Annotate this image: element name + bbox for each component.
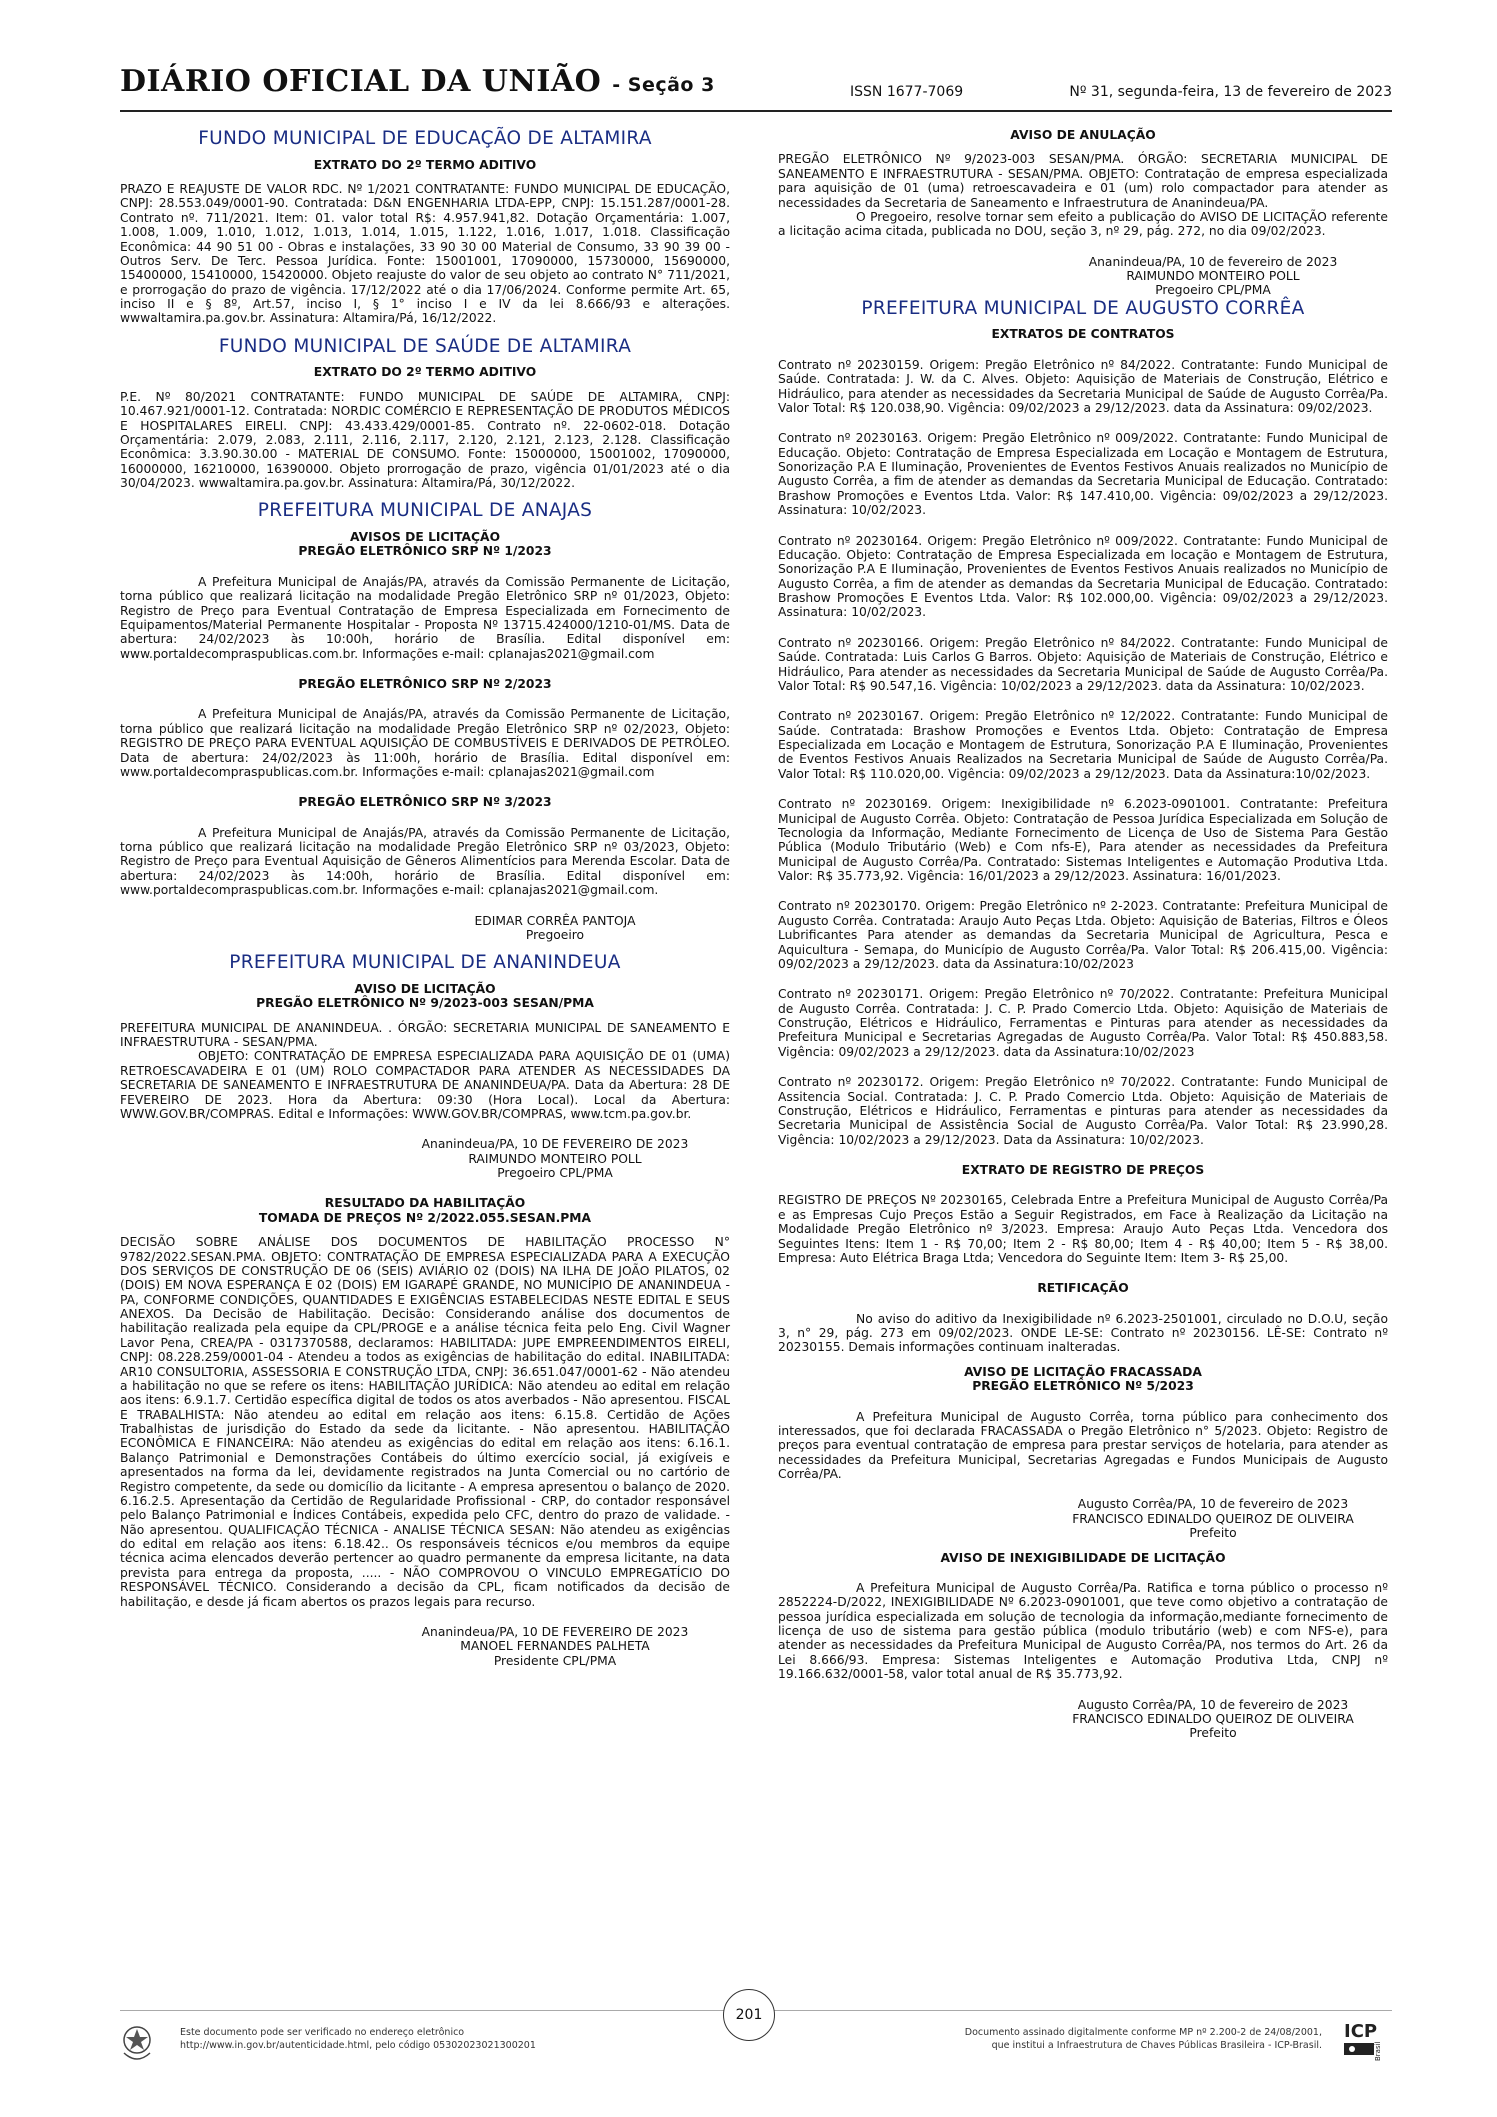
section-title: EXTRATOS DE CONTRATOS [991,327,1175,342]
signature-name: FRANCISCO EDINALDO QUEIROZ DE OLIVEIRA [1072,1511,1354,1526]
masthead-title: DIÁRIO OFICIAL DA UNIÃO [120,64,602,99]
icp-logo-sub: Brasil [1374,2041,1382,2061]
notice-body: PREGÃO ELETRÔNICO Nº 9/2023-003 SESAN/PMA. ÓRGÃO: SECRETARIA MUNICIPAL DE SANEAMENTO E INFRAESTRUTURA - SESAN/PMA. OBJETO: Contratação de empresa especializada para aquisição de 01 (uma) retroescavadeira e 01 (um) rolo compactador para atender as necessidades da Secretaria de Saneamento e Infraestrutura de Ananindeua/PA. [778,152,1388,210]
verification-line: Este documento pode ser verificado no endereço eletrônico [180,2027,465,2038]
section-title: AVISO DE INEXIGIBILIDADE DE LICITAÇÃO [940,1550,1226,1565]
signature-place: Augusto Corrêa/PA, 10 de fevereiro de 2023 [1077,1697,1349,1712]
signature-name: RAIMUNDO MONTEIRO POLL [1126,269,1300,283]
signature-note [965,2027,1322,2053]
section-title: EXTRATO DO 2º TERMO ADITIVO [313,365,537,380]
org-heading: FUNDO MUNICIPAL DE EDUCAÇÃO DE ALTAMIRA [198,128,652,149]
masthead [120,64,715,99]
signature-place: Ananindeua/PA, 10 DE FEVEREIRO DE 2023 [421,1137,689,1152]
contract-extract: Contrato nº 20230166. Origem: Pregão Eletrônico nº 84/2022. Contratante: Fundo Municipal de Saúde. Contratada: Luis Carlos G Barros. Objeto: Aquisição de Materiais de Construção, Elétrico e Hidráulico, Para atender as necessidades da Secretaria Municipal de Saúde de Augusto Corrêa/Pa. Valor Total: R$ 90.547,16. Vigência: 10/02/2023 a 29/12/2023. data da Assinatura: 10/02/2023. [778,635,1388,693]
contract-extract: Contrato nº 20230171. Origem: Pregão Eletrônico nº 70/2022. Contratante: Prefeitura Municipal de Augusto Corrêa. Contratada: J. C. P. Prado Comercio Ltda. Objeto: Aquisição de Materiais de Construção, Elétricos e Hidráulico, Ferramentas e Pinturas para atender as necessidades da Prefeitura Municipal e Secretarias Agregadas de Augusto Corrêa/Pa. Valor Total: R$ 450.883,58. Vigência: 09/02/2023 a 29/12/2023. data da Assinatura:10/02/2023 [778,987,1388,1059]
section-title: AVISO DE LICITAÇÃO FRACASSADA [964,1364,1202,1379]
signature-role: Prefeito [1189,1526,1237,1541]
notice-body: A Prefeitura Municipal de Anajás/PA, através da Comissão Permanente de Licitação, torna público que realizará licitação na modalidade Pregão Eletrônico SRP nº 03/2023, Objeto: Registro de Preço para Eventual Aquisição de Gêneros Alimentícios para Merenda Escolar. Data de abertura: 24/02/2023 às 14:00h, horário de Brasília. Edital disponível em: www.portaldecompraspublicas.com.br. Informações e-mail: cplanajas2021@gmail.com. [120,825,730,898]
signature-role: Pregoeiro CPL/PMA [1155,283,1271,298]
signature-role: Pregoeiro [525,927,585,942]
notice-body: DECISÃO SOBRE ANÁLISE DOS DOCUMENTOS DE HABILITAÇÃO PROCESSO N° 9782/2022.SESAN.PMA. OBJETO: CONTRATAÇÃO DE EMPRESA ESPECIALIZADA PARA A EXECUÇÃO DOS SERVIÇOS DE CONSTRUÇÃO DE 06 (SEIS) AVIÁRIO 02 (DOIS) NA ILHA DE JOÃO PILATOS, 02 (DOIS) EM NOVA ESPERANÇA E 02 (DOIS) EM IGARAPÉ GRANDE, NO MUNICÍPIO DE ANANINDEUA - PA, CONFORME CONDIÇÕES, QUANTIDADES E EXIGÊNCIAS ESTABELECIDAS NESTE EDITAL E SEUS ANEXOS. Da Decisão de Habilitação. Decisão: Considerando análise dos documentos de habilitação realizada pela equipe da CPL/PROGE e a análise técnica feita pelo Eng. Civil Wagner Lavor Pena, CREA/PA - 0317370588, declaramos: HABILITADA: JUPE EMPREENDIMENTOS EIRELI, CNPJ: 08.228.259/0001-04 - Atendeu a todos as exigências de habilitação do edital. INABILITADA: AR10 CONSULTORIA, ASSESSORIA E CONSTRUÇÃO LTDA, CNPJ: 36.651.047/0001-62 - Não atendeu a habilitação no que se refere os itens: HABILITAÇÃO JURÍDICA: Não atendeu ao edital em relação aos itens: 6.9.1.7. Certidão específica digital de todos os atos averbados - Não apresentou. FISCAL E TRABALHISTA: Não atendeu ao edital em relação aos itens: 6.15.8. Certidão de Ações Trabalhistas de jurisdição do Estado da sede da licitante. - Não apresentou. HABILITAÇÃO ECONÔMICA E FINANCEIRA: Não atendeu as exigências do edital em relação aos itens: 6.16.1. Balanço Patrimonial e Demonstrações Contábeis do último exercício social, já exigíveis e apresentados na forma da lei, devidamente registrados na Junta Comercial ou no cartório de Registro competente, da sede ou domicílio da licitante - A empresa apresentou o balanço de 2020. 6.16.2.5. Apresentação da Certidão de Regularidade Profissional - CRP, do contador responsável pelo Balanço Patrimonial e Índices Contábeis, expedida pelo CFC, dentro do prazo de validade. - Não apresentou. QUALIFICAÇÃO TÉCNICA - ANALISE TÉCNICA SESAN: Não atendeu as exigências do edital em relação aos itens: 6.18.42.. Os responsáveis técnicos e/ou membros da equipe técnica acima elencados deverão pertencer ao quadro permanente da empresa licitante, na data prevista para entrega da proposta, ..... - NÃO COMPROVOU O VINCULO EMPREGATÍCIO DO RESPONSÁVEL TÉCNICO. Considerando a decisão da CPL, ficam notificados da decisão de habilitação, e desde já ficam abertos os prazos legais para recurso. [120,1235,730,1609]
notice-body: A Prefeitura Municipal de Anajás/PA, através da Comissão Permanente de Licitação, torna público que realizará licitação na modalidade Pregão Eletrônico SRP nº 02/2023, Objeto: REGISTRO DE PREÇO PARA EVENTUAL AQUISIÇÃO DE COMBUSTÍVEIS E DERIVADOS DE PETRÓLEO. Data de abertura: 24/02/2023 às 11:00h, horário de Brasília. Edital disponível em: www.portaldecompraspublicas.com.br. Informações e-mail: cplanajas2021@gmail.com [120,707,730,779]
section-title: AVISO DE ANULAÇÃO [1010,128,1156,142]
signature-role: Pregoeiro CPL/PMA [497,1166,613,1181]
contract-extract: Contrato nº 20230159. Origem: Pregão Eletrônico nº 84/2022. Contratante: Fundo Municipal de Saúde. Contratada: J. W. da C. Alves. Objeto: Aquisição de Materiais de Construção, Elétrico e Hidráulico, para atender as necessidades da Secretaria Municipal de Saúde de Augusto Corrêa/Pa. Valor Total: R$ 120.038,90. Vigência: 09/02/2023 a 29/12/2023. data da Assinatura: 09/02/2023. [778,357,1388,415]
org-heading: FUNDO MUNICIPAL DE SAÚDE DE ALTAMIRA [218,335,632,357]
signature-place: Augusto Corrêa/PA, 10 de fevereiro de 2023 [1077,1497,1349,1512]
signature-place: Ananindeua/PA, 10 DE FEVEREIRO DE 2023 [421,1624,689,1639]
signature-note-line: Documento assinado digitalmente conforme MP nº 2.200-2 de 24/08/2001, [964,2027,1322,2038]
right-column [778,128,1388,1741]
notice-body: REGISTRO DE PREÇOS Nº 20230165, Celebrada Entre a Prefeitura Municipal de Augusto Corrêa/Pa e as Empresas Cujo Preços Estão a Seguir Registrados, em Face à Realização da Licitação na Modalidade Pregão Eletrônico nº 3/2023. Empresa: Araujo Auto Peças Ltda. Vencedora dos Seguintes Itens: Item 1 - R$ 70,00; Item 2 - R$ 80,00; Item 4 - R$ 40,00; Item 5 - R$ 38,00. Empresa: Auto Elétrica Braga Ltda; Vencedora do Seguinte Item: Item 3- R$ 25,00. [778,1193,1388,1265]
section-title: PREGÃO ELETRÔNICO SRP Nº 3/2023 [298,795,552,810]
left-column [120,128,730,1668]
page-footer [120,2007,1392,2071]
org-heading: PREFEITURA MUNICIPAL DE ANANINDEUA [229,952,621,974]
contract-extract: Contrato nº 20230170. Origem: Pregão Eletrônico nº 2-2023. Contratante: Prefeitura Municipal de Augusto Corrêa. Contratada: Araujo Auto Peças Ltda. Objeto: Aquisição de Baterias, Filtros e Óleos Lubrificantes Para atender as demandas da Secretaria Municipal de Agricultura, Pesca e Aquicultura - Semapa, do Município de Augusto Corrêa/Pa. Valor Total: R$ 206.415,00. Vigência: 09/02/2023 a 29/12/2023. data da Assinatura:10/02/2023 [778,899,1388,971]
signature-place: Ananindeua/PA, 10 de fevereiro de 2023 [1088,254,1338,269]
icp-logo-label: ICP [1344,2021,1378,2042]
contract-list [778,358,1388,1163]
section-title: AVISO DE LICITAÇÃO [354,981,496,996]
org-heading: PREFEITURA MUNICIPAL DE ANAJAS [257,500,593,522]
section-title: RESULTADO DA HABILITAÇÃO [324,1196,526,1211]
notice-body: A Prefeitura Municipal de Augusto Corrêa/Pa. Ratifica e torna público o processo nº 2852224-D/2022, INEXIGIBILIDADE Nº 6.2023-0901001, que teve como objetivo a contratação de pessoa jurídica especializada em solução de tecnologia da informação,mediante fornecimento de licença de uso de sistema para gestão pública (modulo tributário (web) e com NFS-e), para atender as necessidades da Prefeitura Municipal de Augusto Corrêa/PA, nos termos do Art. 26 da Lei 8.666/93. Empresa: Sistemas Inteligentes e Automação Produtiva Ltda, CNPJ nº 19.166.632/0001-58, valor total anual de R$ 35.773,92. [778,1580,1388,1682]
signature-role: Presidente CPL/PMA [493,1653,617,1668]
verification-note [180,2027,536,2053]
section-title: EXTRATO DE REGISTRO DE PREÇOS [961,1163,1205,1178]
republic-emblem-icon [120,2023,154,2065]
notice-body: A Prefeitura Municipal de Anajás/PA, através da Comissão Permanente de Licitação, torna público que realizará licitação na modalidade Pregão Eletrônico SRP nº 01/2023, Objeto: Registro de Preço para Eventual Contratação de Empresa Especializada em Fornecimento de Equipamentos/Material Permanente Hospitalar - Proposta Nº 13715.424000/1210-01/MS. Data de abertura: 24/02/2023 às 10:00h, horário de Brasília. Edital disponível em: www.portaldecompraspublicas.com.br. Informações e-mail: cplanajas2021@gmail.com [120,574,730,661]
notice-body: OBJETO: CONTRATAÇÃO DE EMPRESA ESPECIALIZADA PARA AQUISIÇÃO DE 01 (UMA) RETROESCAVADEIRA E 01 (UM) ROLO COMPACTADOR PARA ATENDER AS NECESSIDADES DA SECRETARIA DE SANEAMENTO E INFRAESTRUTURA DE ANANINDEUA/PA. Data da Abertura: 28 DE FEVEREIRO DE 2023. Hora da Abertura: 09:30 (Hora Local). Local da Abertura: WWW.GOV.BR/COMPRAS. Edital e Informações: WWW.GOV.BR/COMPRAS, www.tcm.pa.gov.br. [120,1049,730,1121]
signature-note-line: que institui a Infraestrutura de Chaves Públicas Brasileira - ICP-Brasil. [991,2039,1322,2051]
section-title: RETIFICAÇÃO [1037,1281,1129,1296]
issn: ISSN 1677-7069 [850,84,964,100]
section-title: AVISOS DE LICITAÇÃO [349,530,501,545]
contract-extract: Contrato nº 20230169. Origem: Inexigibilidade nº 6.2023-0901001. Contratante: Prefeitura Municipal de Augusto Corrêa. Objeto: Contratação de Pessoa Jurídica Especializada em Solução de Tecnologia da Informação, Mediante Fornecimento de Licença de Uso de Sistema Para Gestão Pública (Modulo Tributário (Web) e Com nfs-E), Para atender as necessidades da Prefeitura Municipal de Augusto Corrêa/Pa. Contratado: Sistemas Inteligentes e Automação Produtiva Ltda. Valor: R$ 35.773,92. Vigência: 16/01/2023 a 29/12/2023. Assinatura: 16/01/2023. [778,797,1388,884]
section-title: EXTRATO DO 2º TERMO ADITIVO [313,157,537,172]
notice-body: PREFEITURA MUNICIPAL DE ANANINDEUA. . ÓRGÃO: SECRETARIA MUNICIPAL DE SANEAMENTO E INFRAESTRUTURA - SESAN/PMA. [120,1020,730,1050]
page-header [120,60,1392,112]
contract-extract: Contrato nº 20230163. Origem: Pregão Eletrônico nº 009/2022. Contratante: Fundo Municipal de Educação. Objeto: Contratação de Empresa Especializada em Locação e Montagem de Estrutura, Sonorização P.A E Iluminação, Provenientes de Eventos Festivos Anuais realizados no Município de Augusto Corrêa, a fim de atender as demandas da Secretaria Municipal de Educação. Contratado: Brashow Promoções e Eventos Ltda. Valor: R$ 147.410,00. Vigência: 09/02/2023 a 29/12/2023. Assinatura: 10/02/2023. [778,431,1388,518]
org-heading: PREFEITURA MUNICIPAL DE AUGUSTO CORRÊA [861,297,1305,319]
edition-date: Nº 31, segunda-feira, 13 de fevereiro de 2023 [1069,84,1392,100]
signature-role: Prefeito [1189,1726,1237,1741]
contract-extract: Contrato nº 20230172. Origem: Pregão Eletrônico nº 70/2022. Contratante: Fundo Municipal de Assitencia Social. Contratada: J. C. P. Prado Comercio Ltda. Objeto: Aquisição de Materiais de Construção, Elétricos e Hidráulico, Ferramentas e pinturas para atender as necessidades da Secretaria Municipal de Assistência Social de Augusto Corrêa/Pa. Valor Total: R$ 23.990,28. Vigência: 10/02/2023 a 29/12/2023. Data da Assinatura: 10/02/2023. [778,1075,1388,1147]
section-title: PREGÃO ELETRÔNICO Nº 5/2023 [972,1379,1194,1394]
masthead-section: - Seção 3 [612,74,715,96]
notice-body: No aviso do aditivo da Inexigibilidade nº 6.2023-2501001, circulado no D.O.U, seção 3, n° 29, pág. 273 em 09/02/2023. ONDE LE-SE: Contrato nº 20230156. LÊ-SE: Contrato nº 20230155. Demais informações continuam inalteradas. [778,1311,1388,1355]
section-title: PREGÃO ELETRÔNICO SRP Nº 1/2023 [298,544,552,559]
notice-body: P.E. Nº 80/2021 CONTRATANTE: FUNDO MUNICIPAL DE SAÚDE DE ALTAMIRA, CNPJ: 10.467.921/0001-12. Contratada: NORDIC COMÉRCIO E REPRESENTAÇÃO DE PRODUTOS MÉDICOS E HOSPITALARES EIRELI. CNPJ: 43.433.429/0001-85. Contrato nº. 22-0602-018. Dotação Orçamentária: 2.079, 2.083, 2.111, 2.116, 2.117, 2.120, 2.121, 2.123, 2.128. Classificação Econômica: 3.3.90.30.00 - MATERIAL DE CONSUMO. Fonte: 15000000, 15001002, 17090000, 16000000, 16210000, 16390000. Objeto prorrogação de prazo, vigência 01/01/2023 até o dia 30/04/2023. wwwaltamira.pa.gov.br. Assinatura: Altamira/Pá, 30/12/2022. [120,389,730,491]
signature-name: EDIMAR CORRÊA PANTOJA [474,913,636,928]
contract-extract: Contrato nº 20230164. Origem: Pregão Eletrônico nº 009/2022. Contratante: Fundo Municipal de Educação. Objeto: Contratação de Empresa Especializada em locação e Montagem de Estrutura, Sonorização P.A E Iluminação, Provenientes de Eventos Festivos Anuais realizados no Município de Augusto Corrêa, a fim de atender as demandas da Secretaria Municipal de Educação. Contratado: Brashow Promoções E Eventos Ltda. Valor: R$ 102.000,00. Vigência: 09/02/2023 a 29/12/2023. Assinatura: 10/02/2023. [778,533,1388,620]
section-title: PREGÃO ELETRÔNICO Nº 9/2023-003 SESAN/PMA [256,996,594,1011]
verification-link[interactable]: http://www.in.gov.br/autenticidade.html, pelo código 05302023021300201 [180,2039,536,2051]
section-title: TOMADA DE PREÇOS Nº 2/2022.055.SESAN.PMA [258,1210,592,1225]
section-title: PREGÃO ELETRÔNICO SRP Nº 2/2023 [298,677,552,692]
notice-body: PRAZO E REAJUSTE DE VALOR RDC. Nº 1/2021 CONTRATANTE: FUNDO MUNICIPAL DE EDUCAÇÃO, CNPJ: 28.553.049/0001-90. Contratada: D&N ENGENHARIA LTDA-EPP, CNPJ: 15.151.287/0001-28. Contrato nº. 711/2021. Item: 01. valor total R$: 4.957.941,82. Dotação Orçamentária: 1.007, 1.008, 1.009, 1.010, 1.012, 1.013, 1.014, 1.015, 1.122, 1.016, 1.017, 1.018. Classificação Econômica: 44 90 51 00 - Obras e instalações, 33 90 30 00 Material de Consumo, 33 90 39 00 - Outros Serv. De Terc. Pessoa Jurídica. Fonte: 15001001, 17090000, 15730000, 15690000, 15400000, 15410000, 15420000. Objeto reajuste do valor de seu objeto ao contrato N° 711/2021, e prorrogação do prazo de vigência. 17/12/2022 até o dia 17/06/2024. Conforme permite Art. 65, inciso II e § 8º, Art.57, inciso I, § 1° inciso I e IV da lei 8.666/93 e alterações. wwwaltamira.pa.gov.br. Assinatura: Altamira/Pá, 16/12/2022. [120,182,730,326]
signature-name: FRANCISCO EDINALDO QUEIROZ DE OLIVEIRA [1072,1711,1354,1726]
icp-brasil-logo-icon [1340,2017,1392,2065]
notice-body: A Prefeitura Municipal de Augusto Corrêa, torna público para conhecimento dos interessados, que foi declarada FRACASSADA o Pregão Eletrônico n° 5/2023. Objeto: Registro de preços para eventual contratação de empresa para prestar serviços de hotelaria, para atender as necessidades da Prefeitura Municipal, Secretarias Agregadas e Fundos Municipais de Augusto Corrêa/PA. [778,1409,1388,1482]
notice-body: O Pregoeiro, resolve tornar sem efeito a publicação do AVISO DE LICITAÇÃO referente a licitação acima citada, publicada no DOU, seção 3, nº 29, pág. 272, no dia 09/02/2023. [778,209,1388,239]
signature-name: MANOEL FERNANDES PALHETA [460,1639,650,1654]
signature-name: RAIMUNDO MONTEIRO POLL [468,1151,642,1166]
page-number: 201 [723,1989,775,2041]
contract-extract: Contrato nº 20230167. Origem: Pregão Eletrônico nº 12/2022. Contratante: Fundo Municipal de Saúde. Contratada: Brashow Promoções e Eventos Ltda. Objeto: Contratação de Empresa Especializada em Locação e Montagem de Estrutura, Sonorização P.A E Iluminação, Provenientes de Eventos Festivos Anuais Realizados na Secretaria Municipal de Saúde de Augusto Corrêa/Pa. Valor Total: R$ 110.020,00. Vigência: 09/02/2023 a 29/12/2023. Data da Assinatura:10/02/2023. [778,709,1388,781]
